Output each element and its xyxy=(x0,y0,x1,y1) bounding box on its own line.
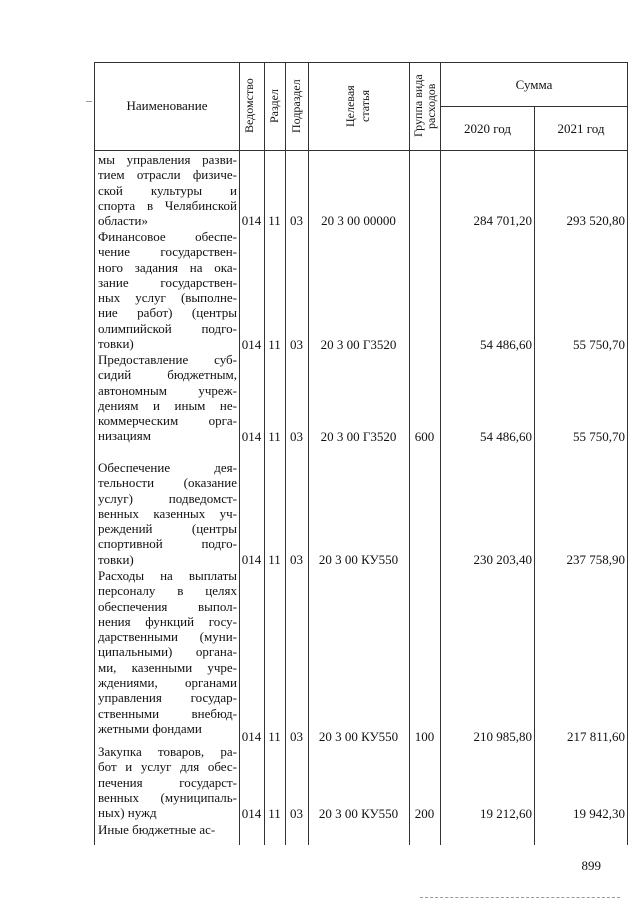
name-line: Расходы на выплаты xyxy=(98,568,237,583)
cell-podrazdel: 03 xyxy=(290,552,303,567)
col-border xyxy=(94,62,95,845)
cell-sum-2021: 19 942,30 xyxy=(573,806,625,821)
name-line: ние работ) (центры xyxy=(98,305,237,321)
cell-tselevaya: 20 3 00 КУ550 xyxy=(318,729,399,744)
name-line: тельности (оказание xyxy=(98,475,237,491)
name-line: чение государствен- xyxy=(98,244,237,260)
name-line: персоналу в целях xyxy=(98,583,237,599)
name-line: мы управления разви- xyxy=(98,152,237,167)
name-line: дарственными (муни- xyxy=(98,629,237,645)
name-line: нения функций госу- xyxy=(98,613,237,629)
name-line: жетными фондами xyxy=(98,720,202,736)
name-line: коммерческим орга- xyxy=(98,413,237,429)
col-border xyxy=(264,62,265,845)
header-gruppa-line2: расходов xyxy=(424,83,438,129)
col-border xyxy=(409,62,410,845)
name-line: бот и услуг для обес- xyxy=(98,759,237,775)
name-line: Обеспечение дея- xyxy=(98,460,237,475)
header-razdel: Раздел xyxy=(267,89,281,123)
header-summa: Сумма xyxy=(515,77,553,92)
cell-razdel: 11 xyxy=(268,806,281,821)
cell-sum-2020: 230 203,40 xyxy=(473,552,532,567)
row-name xyxy=(98,229,237,351)
cell-sum-2020: 210 985,80 xyxy=(473,729,532,744)
name-line: ской культуры и xyxy=(98,182,237,198)
row-name xyxy=(98,460,237,567)
name-line: услуг) подведомст- xyxy=(98,490,237,506)
cell-ved: 014 xyxy=(241,729,262,744)
header-year-2021: 2021 год xyxy=(557,121,605,136)
name-line: ственными внебюд- xyxy=(98,705,237,721)
name-line: печения государст- xyxy=(98,774,237,790)
cell-tselevaya: 20 3 00 Г3520 xyxy=(320,337,397,352)
name-line: ципальными) органа- xyxy=(98,644,237,660)
name-line: тием отрасли физиче- xyxy=(98,167,237,183)
row-name xyxy=(98,352,237,444)
cell-gruppa: 100 xyxy=(414,729,435,744)
cell-tselevaya: 20 3 00 00000 xyxy=(321,213,396,228)
cell-razdel: 11 xyxy=(268,429,281,444)
cell-ved: 014 xyxy=(241,429,262,444)
header-year-2020: 2020 год xyxy=(464,121,511,136)
cell-razdel: 11 xyxy=(268,337,281,352)
name-line: обеспечения выпол- xyxy=(98,598,237,614)
name-line: товки) xyxy=(98,336,134,352)
cell-ved: 014 xyxy=(241,337,262,352)
name-line: Предоставление суб- xyxy=(98,352,237,367)
name-line: ми, казенными учре- xyxy=(98,659,237,675)
header-tselevaya-line2: статья xyxy=(358,90,372,122)
cell-tselevaya: 20 3 00 КУ550 xyxy=(318,806,399,821)
cell-razdel: 11 xyxy=(268,213,281,228)
name-line: ных услуг (выполне- xyxy=(98,290,237,306)
cell-sum-2021: 55 750,70 xyxy=(573,429,625,444)
cell-gruppa: 200 xyxy=(414,806,435,821)
name-line: сидий бюджетным, xyxy=(98,367,237,383)
cell-ved: 014 xyxy=(241,213,262,228)
cell-ved: 014 xyxy=(241,806,262,821)
col-border xyxy=(308,62,309,845)
name-line: низациям xyxy=(98,428,151,444)
cell-sum-2020: 19 212,60 xyxy=(480,806,532,821)
page-number: 899 xyxy=(581,858,601,873)
name-line: дениям и иным не- xyxy=(98,397,237,413)
cell-podrazdel: 03 xyxy=(290,806,303,821)
header-name: Наименование xyxy=(126,98,208,113)
header-podrazdel: Подраздел xyxy=(289,79,303,133)
cell-podrazdel: 03 xyxy=(290,429,303,444)
name-line: Закупка товаров, ра- xyxy=(98,744,237,759)
name-line: области» xyxy=(98,213,148,229)
cell-ved: 014 xyxy=(241,552,262,567)
name-line: Финансовое обеспе- xyxy=(98,229,237,244)
name-line: ного задания на ока- xyxy=(98,259,237,275)
cell-sum-2020: 54 486,60 xyxy=(480,337,532,352)
name-line: товки) xyxy=(98,551,134,567)
row-name xyxy=(98,744,237,820)
cell-podrazdel: 03 xyxy=(290,337,303,352)
cell-podrazdel: 03 xyxy=(290,213,303,228)
col-border xyxy=(239,62,240,845)
name-line: венных (муниципаль- xyxy=(98,789,237,805)
name-line: зание государствен- xyxy=(98,274,237,290)
header-tselevaya-line1: Целевая xyxy=(343,85,357,127)
row-name xyxy=(98,822,237,837)
table-top-border xyxy=(94,62,628,63)
cell-tselevaya: 20 3 00 Г3520 xyxy=(320,429,397,444)
name-line: венных казенных уч- xyxy=(98,505,237,521)
cell-sum-2021: 55 750,70 xyxy=(573,337,625,352)
name-line: спортивной подго- xyxy=(98,536,237,552)
col-border xyxy=(285,62,286,845)
name-line: ждениями, органами xyxy=(98,675,237,691)
header-vedomstvo: Ведомство xyxy=(242,78,256,134)
name-line: олимпийской подго- xyxy=(98,320,237,336)
name-line: реждений (центры xyxy=(98,521,237,537)
row-name xyxy=(98,152,237,228)
margin-mark xyxy=(86,101,92,102)
cell-razdel: 11 xyxy=(268,729,281,744)
cell-gruppa: 600 xyxy=(414,429,435,444)
cell-sum-2020: 284 701,20 xyxy=(473,213,532,228)
cell-sum-2021: 293 520,80 xyxy=(566,213,625,228)
name-line: ных) нужд xyxy=(98,805,157,821)
col-border xyxy=(440,62,441,845)
name-line: автономным учреж- xyxy=(98,382,237,398)
cell-sum-2021: 237 758,90 xyxy=(566,552,625,567)
cell-tselevaya: 20 3 00 КУ550 xyxy=(318,552,399,567)
name-line: спорта в Челябинской xyxy=(98,197,237,213)
header-gruppa-line1: Группа вида xyxy=(411,74,425,138)
name-line: управления государ- xyxy=(98,690,237,706)
footer-divider xyxy=(420,897,620,898)
name-line: Иные бюджетные ас- xyxy=(98,822,216,837)
cell-sum-2020: 54 486,60 xyxy=(480,429,532,444)
row-name xyxy=(98,568,237,736)
cell-sum-2021: 217 811,60 xyxy=(566,729,625,744)
header-bottom-border xyxy=(94,150,628,151)
cell-razdel: 11 xyxy=(268,552,281,567)
cell-podrazdel: 03 xyxy=(290,729,303,744)
col-border xyxy=(627,62,628,845)
